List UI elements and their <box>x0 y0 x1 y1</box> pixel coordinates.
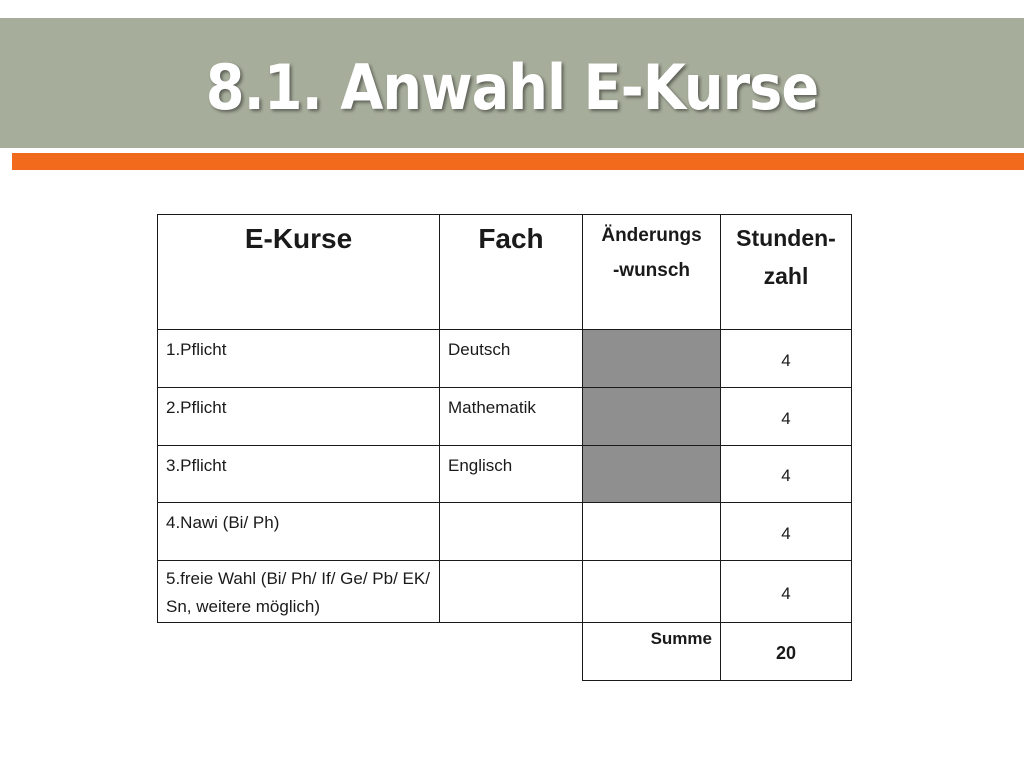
row2-wunsch-shaded <box>582 387 721 446</box>
header-stundenzahl: Stunden- zahl <box>720 214 852 330</box>
header-e-kurse: E-Kurse <box>157 214 440 330</box>
row4-fach-empty <box>439 502 583 561</box>
row5-fach-empty <box>439 560 583 623</box>
header-aenderungswunsch: Änderungs -wunsch <box>582 214 721 330</box>
row1-stunden: 4 <box>720 329 852 388</box>
row5-wunsch-empty <box>582 560 721 623</box>
row3-kurs: 3.Pflicht <box>157 445 440 503</box>
row3-stunden: 4 <box>720 445 852 503</box>
row1-fach: Deutsch <box>439 329 583 388</box>
row1-kurs: 1.Pflicht <box>157 329 440 388</box>
row2-kurs: 2.Pflicht <box>157 387 440 446</box>
row2-stunden: 4 <box>720 387 852 446</box>
row4-kurs: 4.Nawi (Bi/ Ph) <box>157 502 440 561</box>
summe-value: 20 <box>720 622 852 681</box>
row5-kurs: 5.freie Wahl (Bi/ Ph/ If/ Ge/ Pb/ EK/ Sn, weitere möglich) <box>157 560 440 623</box>
slide-title: 8.1. Anwahl E-Kurse <box>205 51 819 124</box>
row4-wunsch-empty <box>582 502 721 561</box>
row4-stunden: 4 <box>720 502 852 561</box>
summe-label: Summe <box>582 622 721 681</box>
row5-stunden: 4 <box>720 560 852 623</box>
row3-fach: Englisch <box>439 445 583 503</box>
row3-wunsch-shaded <box>582 445 721 503</box>
row2-fach: Mathematik <box>439 387 583 446</box>
row1-wunsch-shaded <box>582 329 721 388</box>
header-fach: Fach <box>439 214 583 330</box>
